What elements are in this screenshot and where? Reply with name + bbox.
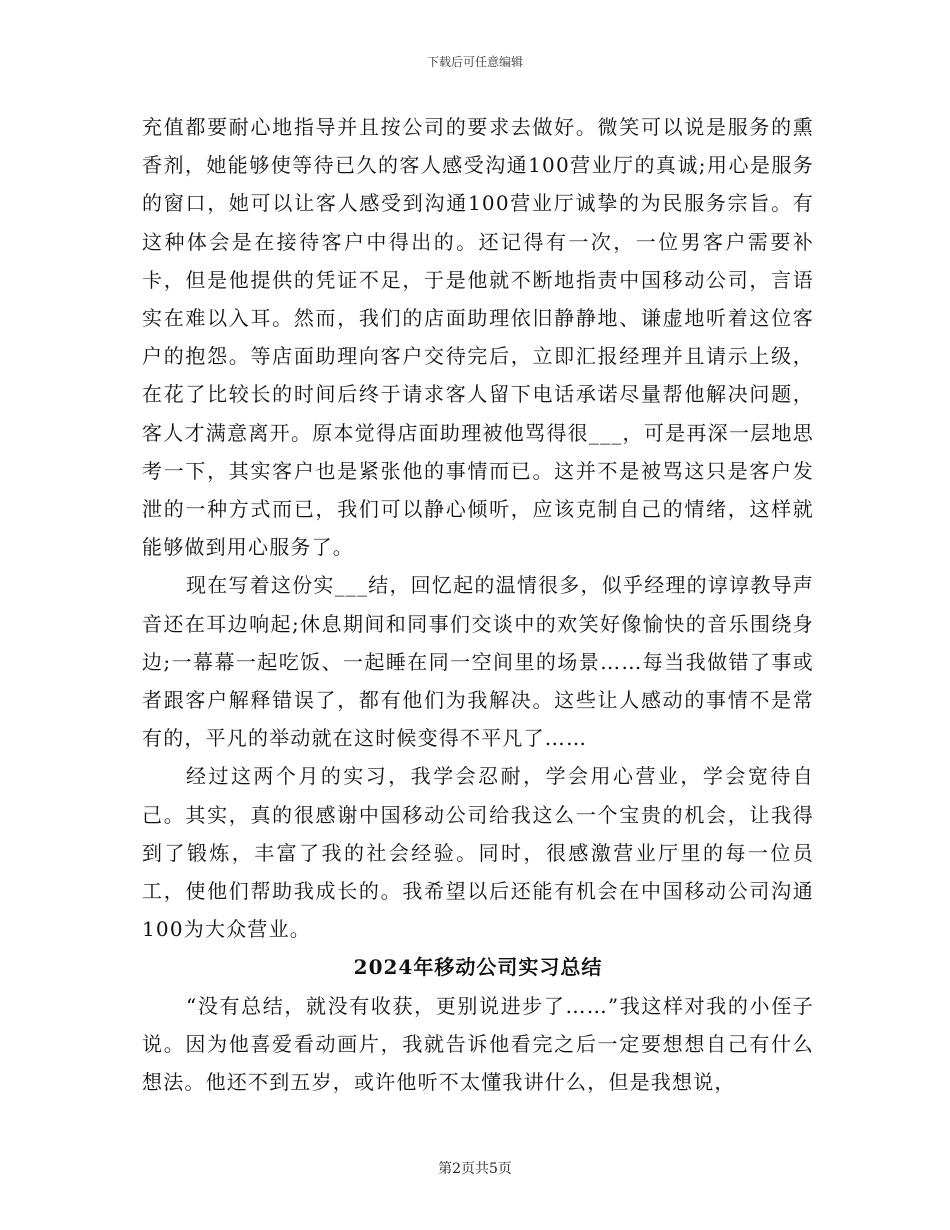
document-body <box>142 108 814 1101</box>
paragraph-conclusion: 经过这两个月的实习，我学会忍耐，学会用心营业，学会宽待自己。其实，真的很感谢中国移动公司给我这么一个宝贵的机会，让我得到了锻炼，丰富了我的社会经验。同时，很感激营业厅里的每一位员工，使他们帮助我成长的。我希望以后还能有机会在中国移动公司沟通100为大众营业。 <box>142 764 814 942</box>
paragraph-section-intro: “没有总结，就没有收获，更别说进步了……”我这样对我的小侄子说。因为他喜爱看动画片，我就告诉他看完之后一定要想想自己有什么想法。他还不到五岁，或许他听不太懂我讲什么，但是我想说， <box>142 993 814 1095</box>
paragraph-reflection: 现在写着这份实___结，回忆起的温情很多，似乎经理的谆谆教导声音还在耳边响起;休息期间和同事们交谈中的欢笑好像愉快的音乐围绕身边;一幕幕一起吃饭、一起睡在同一空间里的场景……每当我做错了事或者跟客户解释错误了，都有他们为我解决。这些让人感动的事情不是常有的，平凡的举动就在这时候变得不平凡了…… <box>142 573 814 751</box>
section-title: 2024年移动公司实习总结 <box>353 955 603 980</box>
paragraph-continued: 充值都要耐心地指导并且按公司的要求去做好。微笑可以说是服务的熏香剂，她能够使等待已久的客人感受沟通100营业厅的真诚;用心是服务的窗口，她可以让客人感受到沟通100营业厅诚挚的为民服务宗旨。有这种体会是在接待客户中得出的。还记得有一次，一位男客户需要补卡，但是他提供的凭证不足，于是他就不断地指责中国移动公司，言语实在难以入耳。然而，我们的店面助理依旧静静地、谦虚地听着这位客户的抱怨。等店面助理向客户交待完后，立即汇报经理并且请示上级，在花了比较长的时间后终于请求客人留下电话承诺尽量帮他解决问题，客人才满意离开。原本觉得店面助理被他骂得很___，可是再深一层地思考一下，其实客户也是紧张他的事情而已。这并不是被骂这只是客户发泄的一种方式而已，我们可以静心倾听，应该克制自己的情绪，这样就能够做到用心服务了。 <box>142 115 814 560</box>
page-header: 下载后可任意编辑 <box>426 55 523 69</box>
page-number: 第2页共5页 <box>438 1161 512 1177</box>
